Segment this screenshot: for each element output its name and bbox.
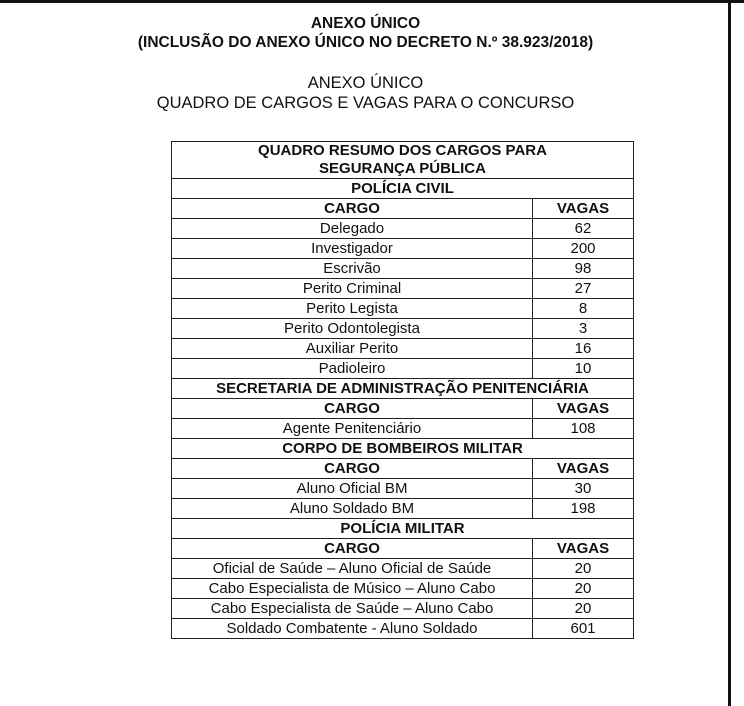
vagas-cell: 200 [533, 239, 634, 259]
column-header-vagas: VAGAS [533, 199, 634, 219]
cargo-cell: Auxiliar Perito [172, 339, 533, 359]
vagas-cell: 601 [533, 619, 634, 639]
vagas-cell: 8 [533, 299, 634, 319]
vagas-cell: 10 [533, 359, 634, 379]
column-header-cargo: CARGO [172, 399, 533, 419]
cargo-cell: Aluno Soldado BM [172, 499, 533, 519]
table-row [172, 479, 634, 499]
cargo-cell: Perito Criminal [172, 279, 533, 299]
section-row [172, 179, 634, 199]
vagas-cell: 198 [533, 499, 634, 519]
vagas-cell: 20 [533, 559, 634, 579]
table-row [172, 219, 634, 239]
column-header-row [172, 399, 634, 419]
annex-title: ANEXO ÚNICO [307, 74, 424, 92]
table-row [172, 339, 634, 359]
cargo-cell: Escrivão [172, 259, 533, 279]
vagas-cell: 3 [533, 319, 634, 339]
cargo-cell: Oficial de Saúde – Aluno Oficial de Saúde [172, 559, 533, 579]
vagas-cell: 20 [533, 579, 634, 599]
section-header: CORPO DE BOMBEIROS MILITAR [172, 439, 634, 459]
column-header-cargo: CARGO [172, 459, 533, 479]
table-row [172, 239, 634, 259]
table-title-line-1: QUADRO RESUMO DOS CARGOS PARA [258, 142, 547, 159]
cargo-cell: Cabo Especialista de Músico – Aluno Cabo [172, 579, 533, 599]
vagas-cell: 98 [533, 259, 634, 279]
table-row [172, 599, 634, 619]
cargo-cell: Agente Penitenciário [172, 419, 533, 439]
cargo-cell: Aluno Oficial BM [172, 479, 533, 499]
table-row [172, 259, 634, 279]
vagas-cell: 27 [533, 279, 634, 299]
column-header-row [172, 539, 634, 559]
section-header: SECRETARIA DE ADMINISTRAÇÃO PENITENCIÁRIA [172, 379, 634, 399]
table-row [172, 319, 634, 339]
document-title: ANEXO ÚNICO [310, 15, 421, 32]
column-header-row [172, 199, 634, 219]
document-subtitle: (INCLUSÃO DO ANEXO ÚNICO NO DECRETO N.º 38.923/2018) [137, 34, 594, 51]
cargo-cell: Perito Legista [172, 299, 533, 319]
table-row [172, 419, 634, 439]
annex-subtitle: QUADRO DE CARGOS E VAGAS PARA O CONCURSO [156, 94, 575, 112]
vagas-cell: 20 [533, 599, 634, 619]
column-header-vagas: VAGAS [533, 459, 634, 479]
cargo-cell: Padioleiro [172, 359, 533, 379]
column-header-cargo: CARGO [172, 539, 533, 559]
vagas-cell: 62 [533, 219, 634, 239]
cargo-cell: Delegado [172, 219, 533, 239]
vacancy-table [171, 141, 634, 639]
vagas-cell: 108 [533, 419, 634, 439]
section-row [172, 439, 634, 459]
table-row [172, 619, 634, 639]
section-header: POLÍCIA CIVIL [172, 179, 634, 199]
table-row [172, 499, 634, 519]
table-row [172, 299, 634, 319]
section-row [172, 519, 634, 539]
table-row [172, 279, 634, 299]
vagas-cell: 30 [533, 479, 634, 499]
column-header-row [172, 459, 634, 479]
table-row [172, 559, 634, 579]
cargo-cell: Perito Odontolegista [172, 319, 533, 339]
table-title-row [172, 142, 634, 179]
cargo-cell: Investigador [172, 239, 533, 259]
cargo-cell: Soldado Combatente - Aluno Soldado [172, 619, 533, 639]
section-row [172, 379, 634, 399]
scan-top-edge [0, 0, 744, 3]
table-title [172, 142, 634, 179]
vacancy-table-body [172, 142, 634, 639]
table-row [172, 359, 634, 379]
vagas-cell: 16 [533, 339, 634, 359]
table-title-line-2: SEGURANÇA PÚBLICA [319, 160, 486, 177]
column-header-vagas: VAGAS [533, 539, 634, 559]
section-header: POLÍCIA MILITAR [172, 519, 634, 539]
cargo-cell: Cabo Especialista de Saúde – Aluno Cabo [172, 599, 533, 619]
table-row [172, 579, 634, 599]
column-header-cargo: CARGO [172, 199, 533, 219]
column-header-vagas: VAGAS [533, 399, 634, 419]
